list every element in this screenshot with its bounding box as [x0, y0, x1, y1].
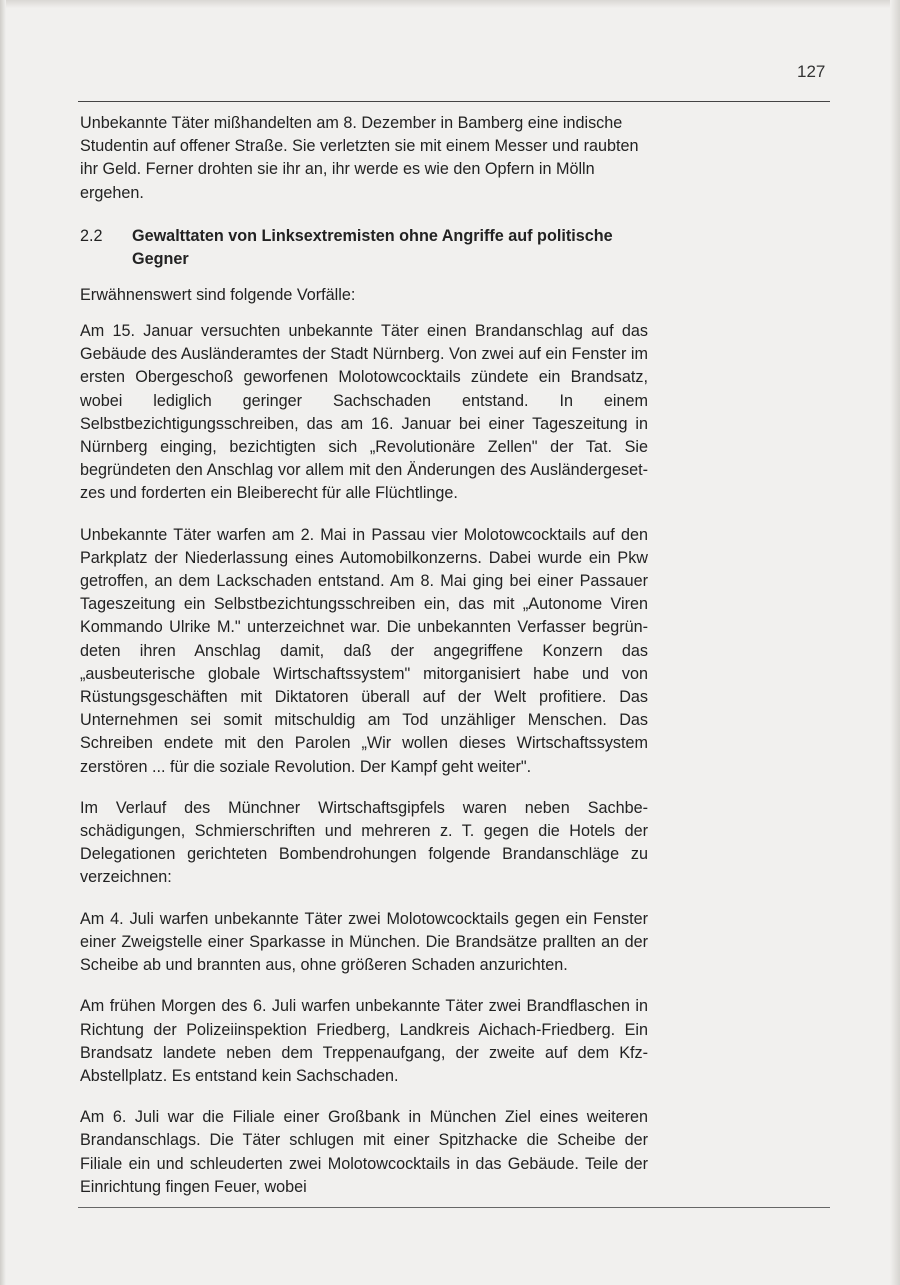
scan-edge-right — [890, 0, 900, 1285]
paragraph-friedberg: Am frühen Morgen des 6. Juli warfen unbekannte Täter zwei Brandflaschen in Richtung der Polizeiinspektion Friedberg, Landkreis Aichach-Friedberg. Ein Brandsatz landete neben dem Treppenaufgang, der zweite auf dem Kfz-Abstellplatz. Es entstand kein Sachschaden. — [80, 997, 648, 1085]
paragraph-intro: Erwähnenswert sind folgende Vorfälle: — [80, 285, 356, 304]
paragraph-nuernberg: Am 15. Januar versuchten unbekannte Täter einen Brandanschlag auf das Gebäude des Ausländeramtes der Stadt Nürnberg. Von zwei auf ein Fenster im ersten Obergeschoß geworfenen Molotowcocktails zündete ein Brandsatz, wobei lediglich geringer Sachschaden entstand. In einem Selbstbezichtigungsschreiben, das am 16. Januar bei einer Tageszeitung in Nürnberg einging, bezichtigten sich „Revolutionäre Zellen" der Tat. Sie begründeten den Anschlag vor allem mit den Änderungen des Ausländergesetzes und forderten ein Bleiberecht für alle Flüchtlinge. — [80, 322, 648, 503]
scan-edge-left — [0, 0, 6, 1285]
section-number: 2.2 — [80, 226, 103, 245]
paragraph-grossbank: Am 6. Juli war die Filiale einer Großbank in München Ziel eines weiteren Brandanschlags. Die Täter schlugen mit einer Spitzhacke die Scheibe der Filiale ein und schleuderten zwei Molotowcocktails in das Gebäude. Teile der Einrichtung fingen Feuer, wobei — [80, 1108, 648, 1196]
page-number: 127 — [797, 62, 826, 81]
scan-edge-top — [0, 0, 900, 8]
paragraph-sparkasse: Am 4. Juli warfen unbekannte Täter zwei Molotowcocktails gegen ein Fenster einer Zweigstelle einer Sparkasse in München. Die Brandsätze prallten an der Scheibe ab und brannten aus, ohne größeren Schaden anzurichten. — [80, 909, 648, 975]
footer-rule — [78, 1207, 830, 1208]
page-body — [80, 112, 648, 1217]
paragraph-passau: Unbekannte Täter warfen am 2. Mai in Passau vier Molotowcocktails auf den Parkplatz der Niederlassung eines Automobilkonzerns. Dabei wurde ein Pkw getroffen, an dem Lackschaden entstand. Am 8. Mai ging bei einer Passauer Tageszeitung ein Selbstbezichtungsschreiben ein, das mit „Autonome Viren Kommando Ulrike M." unterzeichnet war. Die unbekannten Verfasser begründeten ihren Anschlag damit, daß der angegriffene Konzern das „ausbeuterische globale Wirtschaftssystem" mitorganisiert habe und von Rüstungsgeschäften mit Diktatoren überall auf der Welt profitiere. Das Unternehmen sei somit mitschuldig am Tod unzähliger Menschen. Das Schreiben endete mit den Parolen „Wir wollen dieses Wirtschaftssystem zerstören ... für die soziale Revolution. Der Kampf geht weiter". — [80, 525, 648, 776]
paragraph-bamberg: Unbekannte Täter mißhandelten am 8. Dezember in Bamberg eine indische Studentin auf offener Straße. Sie verletzten sie mit einem Messer und raubten ihr Geld. Ferner drohten sie ihr an, ihr werde es wie den Opfern in Mölln ergehen. — [80, 114, 639, 202]
section-title: Gewalttaten von Linksextremisten ohne Angriffe auf politische Gegner — [132, 226, 613, 268]
header-rule — [78, 101, 830, 102]
section-heading — [80, 225, 648, 271]
paragraph-wirtschaftsgipfel: Im Verlauf des Münchner Wirtschaftsgipfels waren neben Sachbeschädigungen, Schmierschriften und mehreren z. T. gegen die Hotels der Delegationen gerichteten Bombendrohungen folgende Brandanschläge zu verzeichnen: — [80, 798, 648, 887]
